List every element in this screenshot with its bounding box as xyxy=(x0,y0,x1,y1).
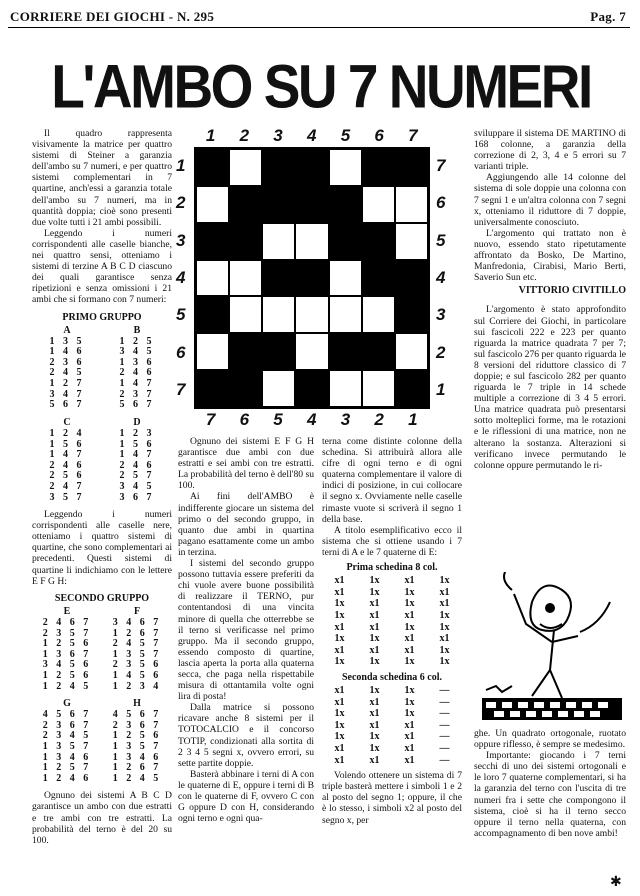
group-title: SECONDO GRUPPO xyxy=(54,592,150,604)
system-label: F xyxy=(133,605,141,617)
system-row: 3 5 7 xyxy=(49,491,85,503)
table-cell: — xyxy=(439,731,450,743)
table-cell: x1 xyxy=(334,696,345,708)
column-4-bottom xyxy=(474,728,626,839)
matrix-cell-white xyxy=(197,187,228,222)
table-title: Prima schedina 8 col. xyxy=(346,562,438,574)
matrix-cell-black xyxy=(330,224,361,259)
table-cell: x1 xyxy=(439,586,450,598)
matrix-cell-white xyxy=(396,224,427,259)
matrix-figure xyxy=(172,127,450,429)
system-row: 2 3 6 7 xyxy=(112,719,162,731)
matrix-right-number: 3 xyxy=(436,305,446,325)
system-row: 2 3 6 xyxy=(49,356,85,368)
table-row xyxy=(322,610,462,622)
paragraph: A titolo esemplificativo ecco il sistema che si ottiene usando i 7 terni di A e le 7 quaterne di E: xyxy=(322,524,462,558)
table-cell: 1x xyxy=(334,719,345,731)
matrix-cell-white xyxy=(230,150,261,185)
system-row: 1 3 5 xyxy=(49,335,85,347)
matrix-cell-black xyxy=(230,224,261,259)
system-row: 1 3 5 7 xyxy=(112,740,162,752)
system-row: 2 4 6 xyxy=(119,367,155,379)
system-row: 2 4 7 xyxy=(49,480,85,492)
system-row: 3 6 7 xyxy=(119,491,155,503)
system-row: 2 3 4 5 xyxy=(42,730,92,742)
matrix-cell-white xyxy=(296,334,327,369)
system-row: 5 6 7 xyxy=(49,399,85,411)
matrix-left-number: 7 xyxy=(176,380,186,400)
table-row xyxy=(322,720,462,732)
system-label: H xyxy=(133,698,141,710)
matrix-top-number: 6 xyxy=(374,126,384,145)
system-row: 1 2 5 6 xyxy=(42,638,92,650)
table-seconda-schedina xyxy=(322,672,462,766)
matrix-right-number: 4 xyxy=(436,268,446,287)
matrix-cell-black xyxy=(330,187,361,222)
matrix-left-number: 2 xyxy=(176,193,186,213)
system-row: 1 5 6 xyxy=(119,438,155,450)
table-row xyxy=(322,697,462,709)
paragraph: terna come distinte colonne della schedina. Si attribuirà allora alle cifre di ogni terno e di ogni quaterna complementare il valore di indici di posizione, in cui collocare il segno x. Ovviamente nelle caselle rimaste vuote si scriverà il segno 1 della base. xyxy=(322,436,462,525)
table-cell: x1 xyxy=(369,621,380,633)
matrix-right-number: 5 xyxy=(436,230,446,250)
system-row: 2 3 5 6 xyxy=(112,659,162,671)
system-label: C xyxy=(63,416,71,428)
table-cell: x1 xyxy=(404,609,415,621)
column-1 xyxy=(32,128,172,846)
system-row: 1 2 3 xyxy=(119,427,155,439)
paragraph: Importante: giocando i 7 terni secchi di uno dei sistemi ortogonali e le loro 7 quaterne complementari, si ha la garanzia del terno con l'uscita di tre numeri fra i sette che compongono il sistema, cioè si ha il terno secco oppure il terno nella quaterna, con accompagnamento di ben nove ambi! xyxy=(474,750,626,839)
table-cell: 1x xyxy=(369,633,380,645)
matrix-cell-white xyxy=(263,224,294,259)
table-cell: x1 xyxy=(334,684,345,696)
system-row: 3 4 5 xyxy=(119,480,155,492)
matrix-cell-black xyxy=(296,371,327,406)
table-cell: 1x xyxy=(369,684,380,696)
table-cell: x1 xyxy=(404,731,415,743)
system-row: 2 3 5 7 xyxy=(42,627,92,639)
system-row: 1 3 6 7 xyxy=(42,648,92,660)
matrix-cell-black xyxy=(197,224,228,259)
table-cell: 1x xyxy=(369,586,380,598)
matrix-left-number: 6 xyxy=(176,342,186,362)
table-cell: x1 xyxy=(369,719,380,731)
system-row: 1 2 6 7 xyxy=(112,762,162,774)
system-row: 2 4 6 xyxy=(119,459,155,471)
system-row: 3 4 5 xyxy=(119,346,155,358)
matrix-cell-black xyxy=(230,371,261,406)
system-e xyxy=(35,606,99,692)
table-cell: 1x xyxy=(439,644,450,656)
matrix-bottom-number: 6 xyxy=(239,410,250,429)
page-title: L'AMBO SU 7 NUMERI xyxy=(51,51,591,121)
matrix-right-number: 2 xyxy=(436,342,446,362)
publication-header: CORRIERE DEI GIOCHI - N. 295 xyxy=(10,9,215,24)
matrix-top-number: 3 xyxy=(273,126,283,145)
table-cell: x1 xyxy=(369,644,380,656)
matrix-cell-black xyxy=(330,334,361,369)
system-row: 1 4 6 xyxy=(49,346,85,358)
end-asterisk-icon: ✱ xyxy=(610,874,622,890)
system-row: 1 2 5 6 xyxy=(42,669,92,681)
systems-a-b xyxy=(32,325,172,411)
system-label: D xyxy=(133,416,141,428)
matrix-left-number: 3 xyxy=(176,230,186,250)
system-label: G xyxy=(63,698,71,710)
matrix-cell-black xyxy=(263,187,294,222)
system-row: 1 2 4 xyxy=(49,427,85,439)
matrix-cell-black xyxy=(197,297,228,332)
group-title: PRIMO GRUPPO xyxy=(62,311,142,323)
table-row xyxy=(322,645,462,657)
system-label: B xyxy=(133,324,141,336)
page-number: Pag. 7 xyxy=(590,9,626,24)
matrix-bottom-number: 3 xyxy=(340,410,351,429)
table-cell: 1x xyxy=(369,742,380,754)
system-row: 1 3 4 6 xyxy=(112,751,162,763)
matrix-top-number: 7 xyxy=(408,126,418,145)
system-row: 1 4 5 6 xyxy=(112,669,162,681)
table-cell: x1 xyxy=(439,633,450,645)
system-g xyxy=(35,698,99,784)
table-cell: — xyxy=(439,684,450,696)
system-row: 1 4 7 xyxy=(119,449,155,461)
table-cell: x1 xyxy=(404,754,415,766)
matrix-cell-black xyxy=(296,261,327,296)
matrix-cell-black xyxy=(363,261,394,296)
matrix-cell-black xyxy=(197,150,228,185)
table-cell: x1 xyxy=(404,742,415,754)
table-cell: 1x xyxy=(404,586,415,598)
table-cell: — xyxy=(439,708,450,720)
table-row xyxy=(322,755,462,767)
matrix-cell-white xyxy=(230,297,261,332)
table-row xyxy=(322,587,462,599)
matrix-cell-white xyxy=(396,187,427,222)
matrix-cell-white xyxy=(363,297,394,332)
matrix-cell-white xyxy=(197,334,228,369)
table-cell: 1x xyxy=(404,696,415,708)
system-row: 2 3 6 7 xyxy=(42,719,92,731)
table-cell: x1 xyxy=(404,575,415,587)
table-cell: 1x xyxy=(439,575,450,587)
matrix-cell-white xyxy=(330,297,361,332)
matrix-cell-black xyxy=(396,261,427,296)
table-cell: x1 xyxy=(334,586,345,598)
table-row xyxy=(322,633,462,645)
matrix-cell-white xyxy=(330,371,361,406)
system-row: 1 3 6 xyxy=(119,356,155,368)
matrix-bottom-number: 1 xyxy=(408,410,418,429)
systems-g-h xyxy=(32,698,172,784)
matrix-cell-white xyxy=(396,334,427,369)
system-row: 2 4 5 7 xyxy=(112,638,162,650)
paragraph: Volendo ottenere un sistema di 7 triple basterà mettere i simboli 1 e 2 al posto del segno 1; oppure, il che è lo stesso, i simboli x2 al posto del segno x, per xyxy=(322,770,462,826)
table-cell: 1x xyxy=(439,656,450,668)
column-3 xyxy=(322,436,462,826)
system-row: 1 2 5 xyxy=(119,335,155,347)
table-cell: x1 xyxy=(334,754,345,766)
table-cell: 1x xyxy=(334,731,345,743)
matrix-grid xyxy=(194,147,430,409)
system-row: 1 2 6 7 xyxy=(112,627,162,639)
matrix-cell-white xyxy=(330,261,361,296)
matrix-cell-black xyxy=(230,187,261,222)
matrix-cell-black xyxy=(296,187,327,222)
matrix-cell-white xyxy=(363,371,394,406)
table-cell: x1 xyxy=(369,598,380,610)
column-4 xyxy=(474,128,626,471)
system-f xyxy=(105,606,169,692)
system-row: 2 5 7 xyxy=(119,470,155,482)
matrix-cell-black xyxy=(396,150,427,185)
matrix-cell-black xyxy=(197,371,228,406)
systems-e-f xyxy=(32,606,172,692)
matrix-left-number: 1 xyxy=(176,155,186,175)
system-row: 1 2 4 5 xyxy=(112,772,162,784)
table-cell: x1 xyxy=(334,742,345,754)
table-cell: 1x xyxy=(404,621,415,633)
matrix-cell-white xyxy=(296,224,327,259)
system-row: 1 3 5 7 xyxy=(42,740,92,752)
matrix-bottom-number: 2 xyxy=(374,410,384,429)
matrix-cell-black xyxy=(363,224,394,259)
paragraph: Basterà abbinare i terni di A con le quaterne di E, oppure i terni di B con le quaterne di F, ovvero C con G oppure D con H, considerando ogni terno e ogni qua- xyxy=(178,768,314,825)
table-cell: 1x xyxy=(334,633,345,645)
system-row: 3 4 7 xyxy=(49,388,85,400)
table-cell: x1 xyxy=(404,719,415,731)
matrix-cell-black xyxy=(363,334,394,369)
system-row: 3 4 6 7 xyxy=(112,616,162,628)
system-row: 1 4 7 xyxy=(49,449,85,461)
system-row: 1 3 5 7 xyxy=(112,648,162,660)
table-cell: 1x xyxy=(369,731,380,743)
matrix-right-number: 7 xyxy=(436,155,446,175)
system-label: E xyxy=(63,605,71,617)
matrix-bottom-number: 4 xyxy=(307,410,317,429)
matrix-left-number: 5 xyxy=(176,305,186,325)
paragraph: Ognuno dei sistemi A B C D garantisce un ambo con due estratti e tre ambi con tre estratti. La probabilità del terno è del 20 su 100. xyxy=(32,790,172,846)
matrix-cell-white xyxy=(230,261,261,296)
matrix-cell-black xyxy=(396,297,427,332)
system-row: 1 2 5 7 xyxy=(42,762,92,774)
system-row: 4 5 6 7 xyxy=(112,709,162,721)
paragraph: L'argomento qui trattato non è nuovo, essendo stato ripetutamente affrontato da Bosko, De Martino, Manfredonia, Cirabisi, Mario Berti, Saverio Sun etc. xyxy=(474,227,626,284)
table-row xyxy=(322,575,462,587)
matrix-cell-black xyxy=(396,371,427,406)
table-cell: — xyxy=(439,754,450,766)
table-row xyxy=(322,598,462,610)
system-row: 2 4 6 7 xyxy=(42,616,92,628)
paragraph: Ognuno dei sistemi E F G H garantisce due ambi con due estratti e sei ambi con tre estratti. La probabilità del terno è dell'80 su 100. xyxy=(178,436,314,492)
table-cell: — xyxy=(439,719,450,731)
matrix-right-number: 1 xyxy=(436,380,446,400)
table-row xyxy=(322,731,462,743)
paragraph: Il quadro rappresenta visivamente la matrice per quattro sistemi di Steiner a garanzia dell'ambo su 7 numeri, e per quattro sistemi complementari in 7 quartine, anch'essi a garanzia totale dell'ambo su 7 numeri, ma in quantità doppia; cioè sono presenti due volte tutti i 21 ambi possibili. xyxy=(32,128,172,228)
table-cell: x1 xyxy=(404,644,415,656)
paragraph: Ai fini dell'AMBO è indifferente giocare un sistema del primo o del secondo gruppo, in quanto due ambi in quartina pagano esattamente come un ambo in terzina. xyxy=(178,491,314,558)
paragraph: I sistemi del secondo gruppo possono tuttavia essere preferiti da chi vuole avere buone possibilità di realizzare il TERNO, pur contentandosi di una vincita minore di quella che otterrebbe se il terno si verificasse nel primo gruppo. Ma il secondo gruppo, essendo composto di quartine, lascia aperta la porta alla quaterna secca, che paga nella rispettabile misura di ottantamila volte ogni lira di posta! xyxy=(178,558,314,703)
systems-c-d xyxy=(32,417,172,503)
system-label: A xyxy=(63,324,71,336)
system-row: 1 3 4 6 xyxy=(42,751,92,763)
table-cell: x1 xyxy=(334,621,345,633)
system-d xyxy=(105,417,169,503)
table-cell: x1 xyxy=(369,754,380,766)
table-cell: 1x xyxy=(334,656,345,668)
matrix-bottom-number: 5 xyxy=(273,410,283,429)
column-2 xyxy=(178,436,314,824)
author-signature: VITTORIO CIVITILLO xyxy=(518,285,626,297)
table-row xyxy=(322,685,462,697)
matrix-cell-white xyxy=(296,297,327,332)
matrix-left-number: 4 xyxy=(176,268,186,287)
system-row: 1 2 7 xyxy=(49,378,85,390)
system-row: 2 3 7 xyxy=(119,388,155,400)
table-row xyxy=(322,622,462,634)
table-cell: 1x xyxy=(404,708,415,720)
table-prima-schedina xyxy=(322,562,462,668)
table-row xyxy=(322,743,462,755)
table-title: Seconda schedina 6 col. xyxy=(341,671,442,683)
paragraph: Leggendo i numeri corrispondenti alle caselle nere, otteniamo i quattro sistemi di quartine, che sono complementari ai precedenti. Questi sistemi di quartine li indichiamo con le lettere E F G H: xyxy=(32,509,172,587)
paragraph: Leggendo i numeri corrispondenti alle caselle bianche, nei quattro sensi, otteniamo i sistemi di terzine A B C D ciascuno dei quali garantisce senza ripetizioni e senza omissioni i 21 ambi che si formano con 7 numeri: xyxy=(32,227,172,306)
paragraph: ghe. Un quadrato ortogonale, ruotato oppure riflesso, è sempre se medesimo. xyxy=(474,728,626,751)
table-cell: 1x xyxy=(369,575,380,587)
matrix-top-number: 2 xyxy=(239,126,250,145)
paragraph: L'argomento è stato approfondito sul Corriere dei Giochi, in particolare sui fascicoli 222 e 223 per quanto riguarda la matrice quadrata 7 per 7; sul fascicolo 276 per quanto riguarda le 8 versioni del riduttore classico di 7 doppie; e sul fascicolo 282 per quanto riguarda le 7 triple in 14 schede multiple a correzione di 3 4 5 errori. Una matrice quadrata può presentarsi sotto molteplici forme, ma le rotazioni e le riflessioni di una matrice, non ne alterano la sostanza. Alterazioni si verificano invece permutando le colonne oppure permutando le ri- xyxy=(474,304,626,471)
matrix-right-number: 6 xyxy=(436,193,446,213)
system-row: 4 5 6 7 xyxy=(42,709,92,721)
system-row: 1 2 5 6 xyxy=(112,730,162,742)
matrix-top-number: 4 xyxy=(307,126,317,145)
system-row: 1 5 6 xyxy=(49,438,85,450)
matrix-cell-black xyxy=(296,150,327,185)
cartoon-illustration xyxy=(472,572,632,724)
table-cell: x1 xyxy=(334,644,345,656)
matrix-cell-white xyxy=(263,297,294,332)
table-cell: 1x xyxy=(334,609,345,621)
table-row xyxy=(322,708,462,720)
system-row: 1 2 4 5 xyxy=(42,680,92,692)
table-row xyxy=(322,656,462,668)
table-cell: 1x xyxy=(404,684,415,696)
table-cell: x1 xyxy=(439,598,450,610)
matrix-cell-white xyxy=(330,150,361,185)
system-row: 1 4 7 xyxy=(119,378,155,390)
system-row: 3 4 5 6 xyxy=(42,659,92,671)
matrix-cell-black xyxy=(263,150,294,185)
paragraph: Dalla matrice si possono ricavare anche 8 sistemi per il TOTOCALCIO e il concorso TOTIP, condizionati alla sortita di 2 3 4 5 segni x, ovvero errori, su sette partite doppie. xyxy=(178,702,314,769)
header-rule xyxy=(8,27,630,28)
matrix-cell-white xyxy=(363,187,394,222)
system-row: 2 4 5 xyxy=(49,367,85,379)
system-b xyxy=(105,325,169,411)
table-cell: 1x xyxy=(404,656,415,668)
table-cell: 1x xyxy=(439,621,450,633)
table-cell: 1x xyxy=(334,708,345,720)
table-cell: x1 xyxy=(369,696,380,708)
table-cell: — xyxy=(439,742,450,754)
matrix-cell-white xyxy=(197,261,228,296)
paragraph: sviluppare il sistema DE MARTINO di 168 colonne, a garanzia della correzione di 2, 3, 4 e 5 errori su 7 varianti triple. xyxy=(474,128,626,173)
matrix-cell-black xyxy=(263,334,294,369)
table-cell: x1 xyxy=(369,708,380,720)
table-cell: x1 xyxy=(334,575,345,587)
system-a xyxy=(35,325,99,411)
matrix-bottom-number: 7 xyxy=(205,410,216,429)
table-cell: 1x xyxy=(404,598,415,610)
table-cell: 1x xyxy=(369,656,380,668)
matrix-cell-black xyxy=(263,261,294,296)
system-h xyxy=(105,698,169,784)
table-cell: x1 xyxy=(369,609,380,621)
system-row: 1 2 4 6 xyxy=(42,772,92,784)
system-row: 2 5 6 xyxy=(49,470,85,482)
table-cell: 1x xyxy=(334,598,345,610)
system-c xyxy=(35,417,99,503)
system-row: 1 2 3 4 xyxy=(112,680,162,692)
system-row: 2 4 6 xyxy=(49,459,85,471)
paragraph: Aggiungendo alle 14 colonne del sistema di sole doppie una colonna con 7 segni 1 e un'altra colonna con 7 segni x, otteniamo il riduttore di 7 doppie, universalmente conosciuto. xyxy=(474,172,626,228)
matrix-cell-black xyxy=(230,334,261,369)
table-cell: — xyxy=(439,696,450,708)
table-cell: x1 xyxy=(404,633,415,645)
matrix-top-number: 1 xyxy=(205,126,216,145)
system-row: 5 6 7 xyxy=(119,399,155,411)
matrix-cell-white xyxy=(263,371,294,406)
matrix-cell-black xyxy=(363,150,394,185)
table-cell: 1x xyxy=(439,609,450,621)
matrix-top-number: 5 xyxy=(340,126,351,145)
